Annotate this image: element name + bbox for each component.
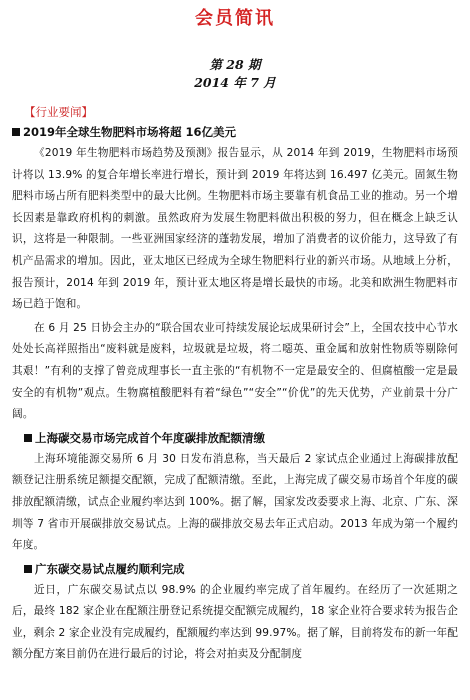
article-3-paragraph-1: 近日，广东碳交易试点以 98.9% 的企业履约率完成了首年履约。在经历了一次延期之后，最终 182 家企业在配额注册登记系统提交配额完成履约，18 家企业符合要求转为报告企业，剩余 2 家企业没有完成履约，配额履约率达到 99.97%。据了解，目前将发布的新一年配额分配方案目前仍在进行最后的讨论，将会对拍卖及分配制度 (12, 583, 458, 661)
square-bullet-icon (24, 434, 32, 442)
issue-number: 第 28 期 (209, 57, 261, 72)
article-1 (12, 124, 458, 426)
article-2 (12, 430, 458, 557)
article-1-paragraph-1: 《2019 年生物肥料市场趋势及预测》报告显示，从 2014 年到 2019，生物肥料市场预计将以 13.9% 的复合年增长率进行增长，预计到 2019 年将达到 16.497 亿美元。固氮生物肥料市场占所有肥料类型中的最大比例。生物肥料市场主要靠有机食品工业的推动。另一个增长因素是靠政府机构的刺激。虽然政府为发展生物肥料做出积极的努力，但在概念上缺乏认识，这将是一种限制。一些亚洲国家经济的蓬勃发展，增加了消费者的议价能力，这导致了有机产品需求的增加。因此，亚太地区已经成为全球生物肥料行业的新兴市场。从地域上分析，报告预计，2014 年到 2019 年，预计亚太地区将是增长最快的市场。北美和欧洲生物肥料市场已趋于饱和。 (12, 147, 458, 311)
square-bullet-icon (24, 565, 32, 573)
article-1-headline-text: 2019年全球生物肥料市场将超 16亿美元 (23, 125, 237, 139)
article-3-headline (24, 561, 458, 578)
newsletter-title: 会员简讯 (195, 8, 275, 29)
article-1-paragraph-2: 在 6 月 25 日协会主办的“联合国农业可持续发展论坛成果研讨会”上，全国农技中心节水处处长高祥照指出“废料就是废料，垃圾就是垃圾，将二噁英、重金属和放射性物质等剔除何其艰！”有利的支撑了曾竞成理事长一直主张的“有机物不一定是最安全的、但腐植酸一定是最安全的有机物”观点。生物腐植酸肥料有着“绿色”“安全”“价优”的先天优势，产业前景十分广阔。 (12, 321, 458, 421)
article-3 (12, 561, 458, 666)
issue-date: 2014 年 7 月 (194, 75, 276, 90)
article-2-headline-text: 上海碳交易市场完成首个年度碳排放配额清缴 (35, 430, 265, 445)
article-1-headline (12, 124, 458, 141)
article-2-paragraph-1: 上海环境能源交易所 6 月 30 日发布消息称，当天最后 2 家试点企业通过上海碳排放配额登记注册系统足额提交配额，完成了配额清缴。至此，上海完成了碳交易市场首个年度的碳排放配额清缴，试点企业履约率达到 100%。据了解，国家发改委要求上海、北京、广东、深圳等 7 省市开展碳排放交易试点。上海的碳排放交易去年正式启动。2013 年成为第一个履约年度。 (12, 452, 458, 552)
article-3-headline-text: 广东碳交易试点履约顺利完成 (35, 561, 185, 576)
square-bullet-icon (12, 128, 20, 136)
section-label-industry-news: 【行业要闻】 (24, 105, 93, 119)
article-2-headline (24, 430, 458, 447)
